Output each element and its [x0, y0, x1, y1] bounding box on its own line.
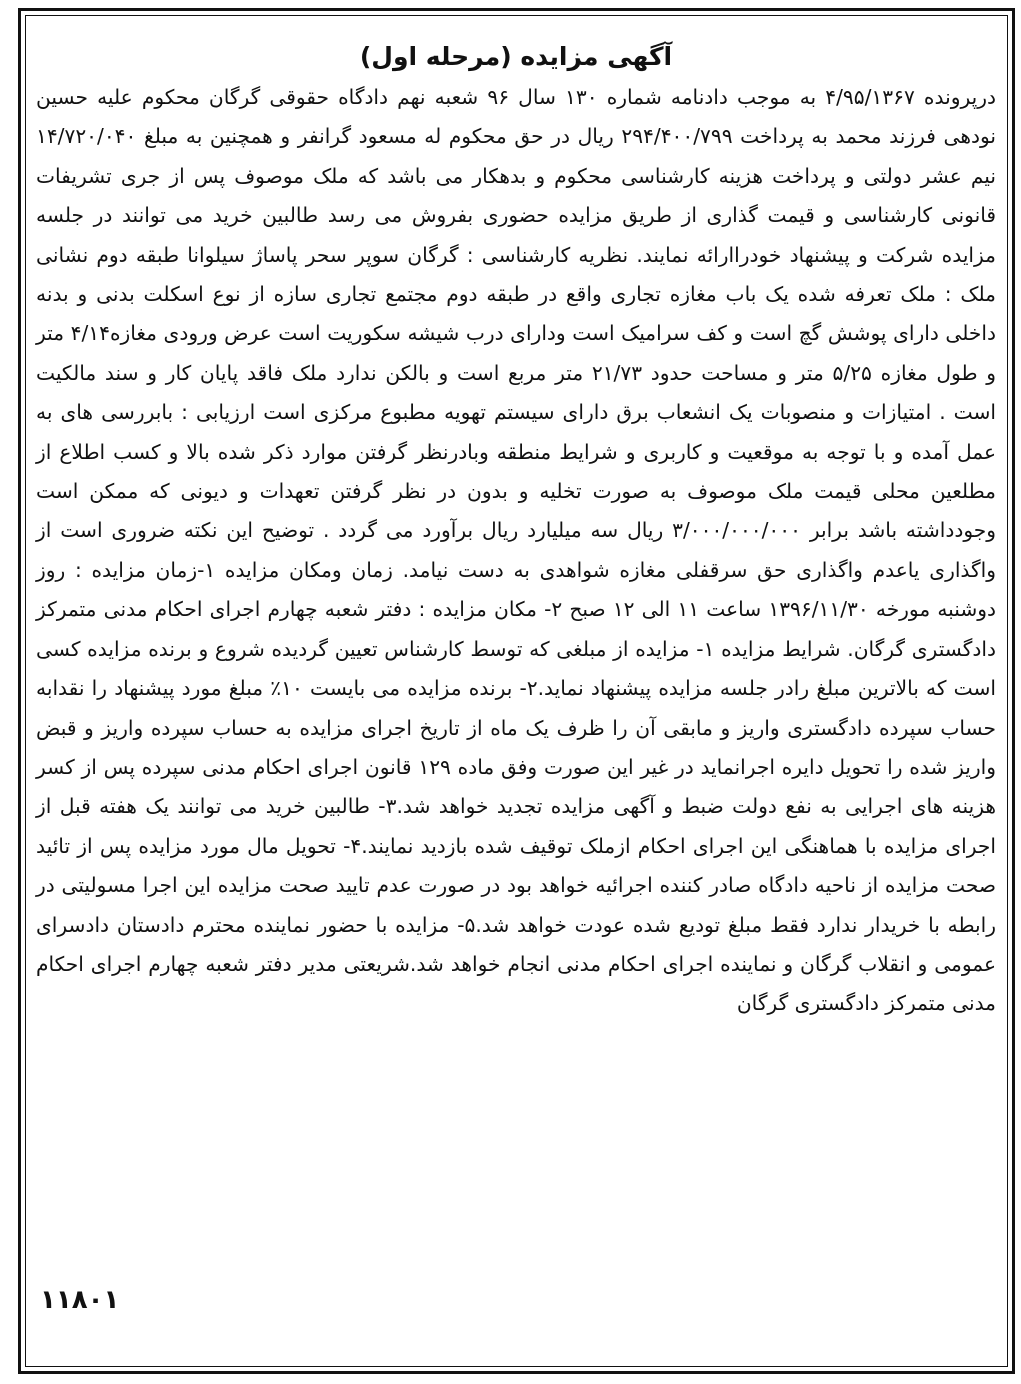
notice-body: درپرونده ۴/۹۵/۱۳۶۷ به موجب دادنامه شماره ۱۳۰ سال ۹۶ شعبه نهم دادگاه حقوقی گرگان محکوم علیه حسین نودهی فرزند محمد به پرداخت ۲۹۴/۴۰۰/۷۹۹ ریال در حق محکوم له مسعود گرانفر و همچنین به مبلغ ۱۴/۷۲۰/۰۴۰ نیم عشر دولتی و پرداخت هزینه کارشناسی محکوم و بدهکار می باشد که ملک موصوف پس از جری تشریفات قانونی کارشناسی و قیمت گذاری از طریق مزایده حضوری بفروش می رسد طالبین خرید می توانند در جلسه مزایده شرکت و پیشنهاد خودراارائه نمایند. نظریه کارشناسی : گرگان سوپر سحر پاساژ سیلوانا طبقه دوم نشانی ملک : ملک تعرفه شده یک باب مغازه تجاری واقع در طبقه دوم مجتمع تجاری سازه از نوع اسکلت بدنی و بدنه داخلی دارای پوشش گچ است و کف سرامیک است ودارای درب شیشه سکوریت است عرض ورودی مغازه۴/۱۴ متر و طول مغازه ۵/۲۵ متر و مساحت حدود ۲۱/۷۳ متر مربع است و بالکن ندارد ملک فاقد پایان کار و سند مالکیت است . امتیازات و منصوبات یک انشعاب برق دارای سیستم تهویه مطبوع مرکزی است ارزیابی : بابررسی های به عمل آمده و با توجه به موقعیت و کاربری و شرایط منطقه وبادرنظر گرفتن موارد ذکر شده بالا و کسب اطلاع از مطلعین محلی قیمت ملک موصوف به صورت تخلیه و بدون در نظر گرفتن تعهدات و دیونی که ممکن است وجودداشته باشد برابر ۳/۰۰۰/۰۰۰/۰۰۰ ریال سه میلیارد ریال برآورد می گردد . توضیح این نکته ضروری است از واگذاری یاعدم واگذاری حق سرقفلی مغازه شواهدی به دست نیامد. زمان ومکان مزایده ۱-زمان مزایده : روز دوشنبه مورخه ۱۳۹۶/۱۱/۳۰ ساعت ۱۱ الی ۱۲ صبح ۲- مکان مزایده : دفتر شعبه چهارم اجرای احکام مدنی متمرکز دادگستری گرگان. شرایط مزایده ۱- مزایده از مبلغی که توسط کارشناس تعیین گردیده شروع و برنده مزایده کسی است که بالاترین مبلغ رادر جلسه مزایده پیشنهاد نماید.۲- برنده مزایده می بایست ۱۰٪ مبلغ مورد پیشنهاد را نقدابه حساب سپرده دادگستری واریز و مابقی آن را ظرف یک ماه از تاریخ اجرای مزایده به حساب سپرده واریز و قبض واریز شده را تحویل دایره اجرانماید در غیر این صورت وفق ماده ۱۲۹ قانون اجرای احکام مدنی سپرده پس از کسر هزینه های اجرایی به نفع دولت ضبط و آگهی مزایده تجدید خواهد شد.۳- طالبین خرید می توانند یک هفته قبل از اجرای مزایده با هماهنگی این اجرای احکام ازملک توقیف شده بازدید نمایند.۴- تحویل مال مورد مزایده پس از تائید صحت مزایده از ناحیه دادگاه صادر کننده اجرائیه خواهد بود در صورت عدم تایید صحت مزایده این اجرا مسولیتی در رابطه با خریدار ندارد فقط مبلغ تودیع شده عودت خواهد شد.۵- مزایده با حضور نماینده محترم دادستان دادسرای عمومی و انقلاب گرگان و نماینده اجرای احکام مدنی انجام خواهد شد.شریعتی مدیر دفتر شعبه چهارم اجرای احکام مدنی متمرکز دادگستری گرگان	[36, 85, 997, 1016]
notice-title: آگهی مزایده (مرحله اول)	[359, 42, 673, 71]
auction-notice	[36, 40, 996, 1024]
notice-reference-number: ۱۱۸۰۱	[40, 1285, 120, 1315]
